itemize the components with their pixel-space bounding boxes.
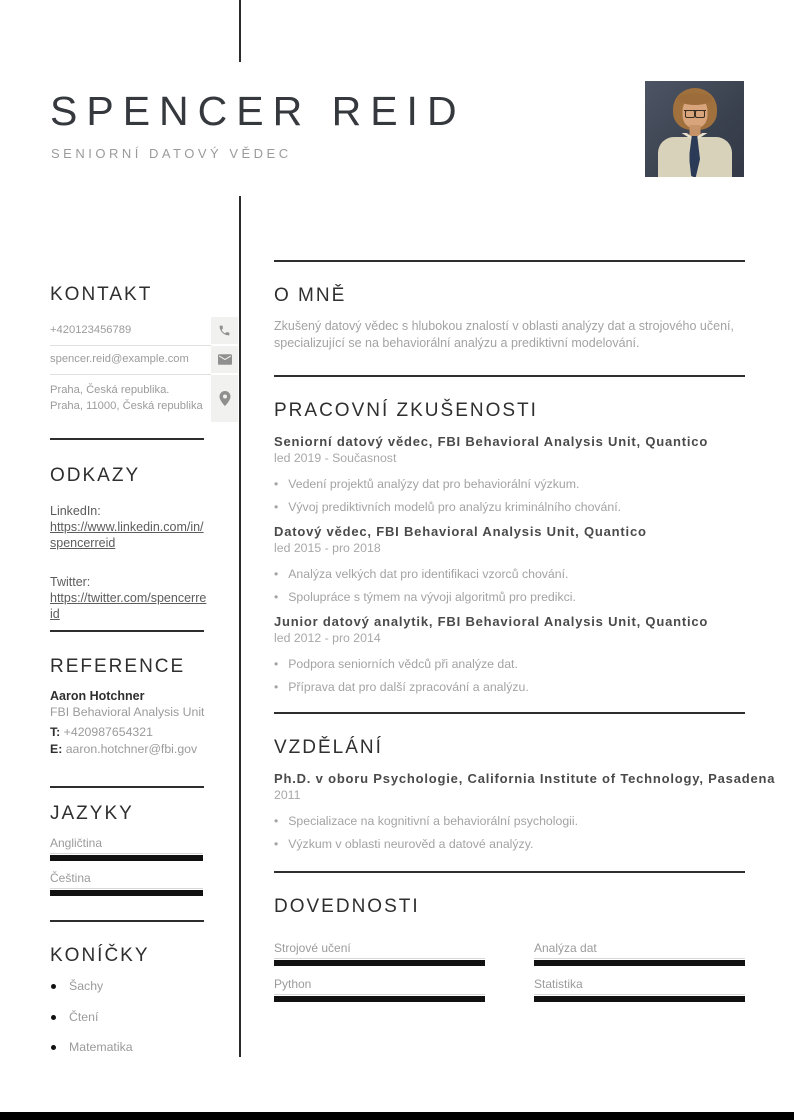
hobby-label: Matematika (69, 1040, 133, 1054)
link-item-linkedin (50, 503, 208, 551)
hobby-label: Čtení (69, 1010, 99, 1024)
experience-heading: PRACOVNÍ ZKUŠENOSTI (274, 400, 538, 421)
skill-bar-fill (274, 996, 485, 1002)
bullet-icon: • (274, 837, 279, 851)
job-bullet-text: Vývoj prediktivních modelů pro analýzu kriminálního chování. (288, 500, 622, 514)
skill-bar-track (274, 958, 485, 959)
sidebar-divider-3 (50, 786, 204, 788)
job-bullet-text: Podpora seniorních vědců při analýze dat. (288, 657, 518, 671)
contact-heading: KONTAKT (50, 284, 153, 305)
skill-item-machine-learning (274, 941, 485, 966)
links-block (50, 503, 208, 645)
skill-bar-track (534, 958, 745, 959)
job-dates: led 2012 - pro 2014 (274, 631, 381, 645)
reference-name: Aaron Hotchner (50, 689, 145, 703)
skill-bar-track (274, 994, 485, 995)
hobby-item (51, 979, 103, 993)
language-bar-track (50, 853, 203, 854)
reference-phone (50, 725, 220, 739)
language-bar-track (50, 888, 203, 889)
skill-name: Strojové učení (274, 941, 351, 955)
skill-bar-fill (534, 960, 745, 966)
language-name: Angličtina (50, 836, 103, 850)
email-value: spencer.reid@example.com (50, 346, 211, 375)
education-entry (274, 771, 776, 852)
job-bullet (274, 657, 745, 672)
languages-heading: JAZYKY (50, 803, 134, 824)
job-bullet-text: Příprava dat pro další zpracování a analýzu. (288, 680, 529, 694)
mail-icon (211, 346, 238, 375)
bullet-icon: • (274, 477, 279, 491)
contact-row-phone (50, 317, 238, 346)
top-vertical-divider (239, 0, 241, 62)
bullet-icon: • (274, 680, 279, 694)
address-value (50, 375, 211, 422)
links-heading: ODKAZY (50, 465, 141, 486)
contact-row-email (50, 346, 238, 375)
bullet-icon (51, 1015, 56, 1020)
job-dates: led 2015 - pro 2018 (274, 541, 381, 555)
hobby-label: Šachy (69, 979, 104, 993)
language-name: Čeština (50, 871, 91, 885)
education-bullet-text: Specializace na kognitivní a behaviorální psychologii. (288, 814, 579, 828)
link-item-twitter (50, 574, 208, 622)
glasses-icon (684, 110, 706, 116)
job-bullet-text: Analýza velkých dat pro identifikaci vzorců chování. (288, 567, 569, 581)
hobby-item (51, 1010, 98, 1024)
main-divider-experience (274, 375, 745, 377)
sidebar-divider-2 (50, 630, 204, 632)
reference-org: FBI Behavioral Analysis Unit (50, 705, 205, 719)
bullet-icon (51, 984, 56, 989)
skill-item-data-analysis (534, 941, 745, 966)
phone-value: +420123456789 (50, 317, 211, 346)
bullet-icon: • (274, 814, 279, 828)
job-bullet (274, 477, 745, 492)
education-bullet (274, 814, 745, 829)
hobby-item (51, 1040, 133, 1054)
linkedin-label: LinkedIn: (50, 504, 101, 518)
main-divider-education (274, 712, 745, 714)
job-entry (274, 614, 745, 695)
address-line-2: Praha, 11000, Česká republika (50, 399, 203, 412)
language-item-czech (50, 871, 203, 896)
education-dates: 2011 (274, 788, 301, 802)
language-bar-fill (50, 890, 203, 896)
skill-bar-fill (534, 996, 745, 1002)
sidebar-divider-1 (50, 438, 204, 440)
reference-email-value: aaron.hotchner@fbi.gov (65, 742, 198, 756)
job-bullet (274, 680, 745, 695)
portrait-fringe (678, 93, 712, 105)
location-icon (211, 375, 238, 422)
language-bar-fill (50, 855, 203, 861)
phone-icon (211, 317, 238, 346)
education-bullet-text: Výzkum v oblasti neurověd a datové analýzy. (288, 837, 534, 851)
bullet-icon: • (274, 590, 279, 604)
bullet-icon: • (274, 500, 279, 514)
education-title: Ph.D. v oboru Psychologie, California Institute of Technology, Pasadena (274, 771, 776, 786)
reference-heading: REFERENCE (50, 656, 186, 677)
education-heading: VZDĚLÁNÍ (274, 737, 383, 758)
about-text: Zkušený datový vědec s hlubokou znalostí v oblasti analýzy dat a strojového učení, specializující se na behaviorální analýzu a prediktivní modelování. (274, 319, 734, 350)
about-heading: O MNĚ (274, 285, 347, 306)
reference-email (50, 742, 220, 756)
skill-item-statistics (534, 977, 745, 1002)
skill-bar-track (534, 994, 745, 995)
education-bullet (274, 837, 745, 852)
job-bullet (274, 590, 745, 605)
page-title: SPENCER REID (50, 88, 466, 134)
twitter-link[interactable]: https://twitter.com/spencerreid (50, 591, 207, 621)
job-bullet-text: Spolupráce s týmem na vývoji algoritmů pro predikci. (288, 590, 576, 604)
job-title: Junior datový analytik, FBI Behavioral Analysis Unit, Quantico (274, 614, 709, 629)
job-bullet-text: Vedení projektů analýzy dat pro behaviorální výzkum. (288, 477, 580, 491)
skill-item-python (274, 977, 485, 1002)
contact-block (50, 317, 238, 422)
reference-phone-value: +420987654321 (63, 725, 153, 739)
portrait-neck (689, 125, 700, 137)
skill-name: Analýza dat (534, 941, 597, 955)
language-item-english (50, 836, 203, 861)
reference-email-label: E: (50, 742, 63, 756)
sidebar-divider-4 (50, 920, 204, 922)
twitter-label: Twitter: (50, 575, 91, 589)
bullet-icon: • (274, 657, 279, 671)
main-divider-skills (274, 871, 745, 873)
profile-photo (645, 81, 744, 177)
skill-bar-fill (274, 960, 485, 966)
footer-bar (0, 1112, 794, 1120)
job-bullet (274, 567, 745, 582)
linkedin-link[interactable]: https://www.linkedin.com/in/spencerreid (50, 520, 204, 550)
job-entry (274, 524, 745, 605)
reference-phone-label: T: (50, 725, 61, 739)
hobbies-heading: KONÍČKY (50, 945, 150, 966)
reference-block (50, 689, 220, 756)
job-title: Seniorní datový vědec, FBI Behavioral Analysis Unit, Quantico (274, 434, 709, 449)
contact-row-address (50, 375, 238, 422)
job-bullet (274, 500, 745, 515)
main-divider-about (274, 260, 745, 262)
bullet-icon: • (274, 567, 279, 581)
skill-name: Python (274, 977, 312, 991)
job-entry (274, 434, 745, 515)
main-vertical-divider (239, 196, 241, 1057)
skill-name: Statistika (534, 977, 583, 991)
job-subtitle: SENIORNÍ DATOVÝ VĚDEC (51, 146, 292, 161)
bullet-icon (51, 1045, 56, 1050)
skills-heading: DOVEDNOSTI (274, 896, 420, 917)
job-title: Datový vědec, FBI Behavioral Analysis Unit, Quantico (274, 524, 647, 539)
address-line-1: Praha, Česká republika. (50, 384, 170, 397)
job-dates: led 2019 - Současnost (274, 451, 397, 465)
